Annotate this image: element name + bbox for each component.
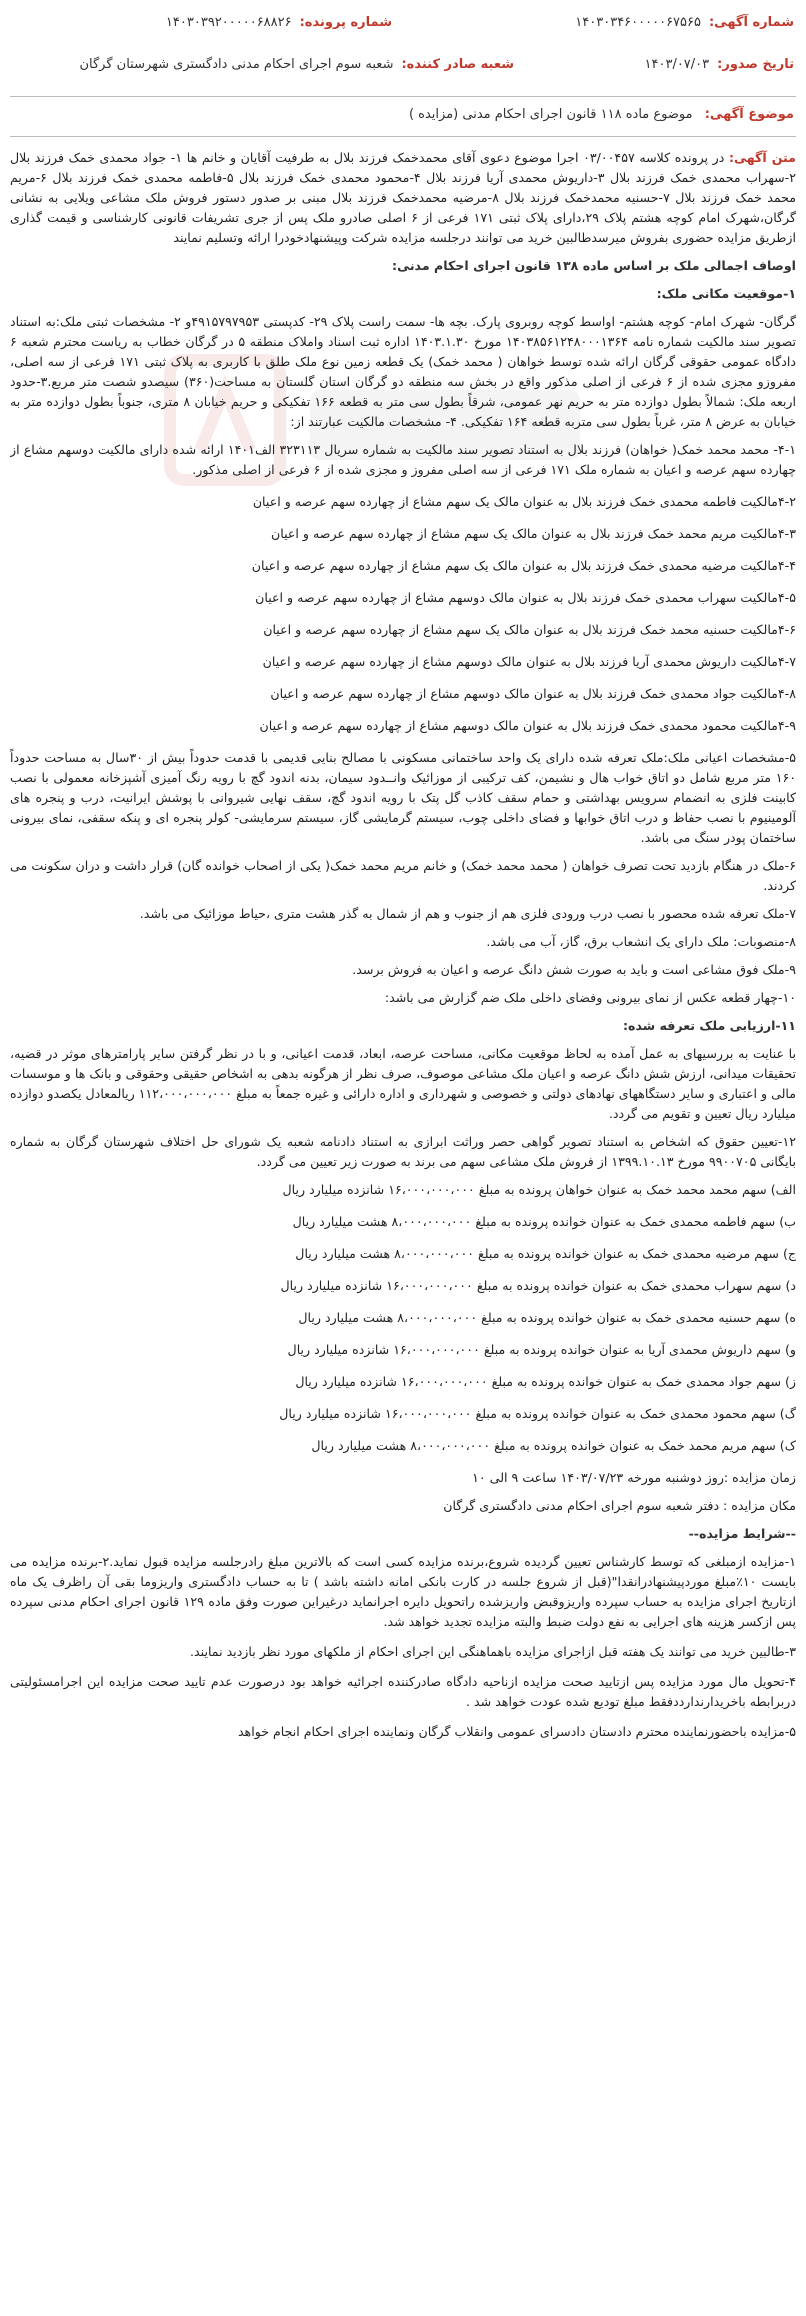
owner-item: ۴-۵مالکیت سهراب محمدی خمک فرزند بلال به عنوان مالک دوسهم مشاع از چهارده سهم عرصه و اعیان [255,590,796,605]
conditions-list [10,1552,796,1742]
owner-item: ۴-۴مالکیت مرضیه محمدی خمک فرزند بلال به عنوان مالک یک سهم مشاع از چهارده سهم عرصه و اعیان [251,558,796,573]
issue-date-row [645,54,794,76]
issuer-row [79,54,514,76]
owner-item: ۴-۱- محمد محمد خمک( خواهان) فرزند بلال به استناد تصویر سند مالکیت به شماره سریال ۳۲۳۱۱۳ الف۱۴۰۱ ارائه شده دارای مالکیت دوسهم مشاع از چهارده سهم عرصه و اعیان به شماره ملک ۱۷۱ فرعی از سه اصلی مفروز و مجزی شده از ۶ فرعی از اصلی مذکور. [10,442,796,477]
owner-item: ۴-۹مالکیت محمود محمدی خمک فرزند بلال به عنوان مالک دوسهم مشاع از چهارده سهم عرصه و اعیان [259,718,796,733]
photos-note: ۱۰-چهار قطعه عکس از نمای بیرونی وفضای داخلی ملک ضم گزارش می باشد: [384,990,796,1005]
owner-item: ۴-۳مالکیت مریم محمد خمک فرزند بلال به عنوان مالک یک سهم مشاع از چهارده سهم عرصه و اعیان [271,526,796,541]
notice-topic [12,104,794,126]
condition-item: ۳-طالبین خرید می توانند یک هفته قبل ازاجرای مزایده باهماهنگی این اجرای احکام از ملکهای مورد نظر بازدید نمایند. [190,1644,796,1659]
valuation-text: با عنایت به بررسیهای به عمل آمده به لحاظ موقعیت مکانی، مساحت عرصه، ابعاد، قدمت اعیانی، و با در نظر گرفتن سایر پارامترهای موثر در قضیه، تحقیقات میدانی، ارزش شش دانگ عرصه و اعیان ملک مشاعی موصوف، صرف نظر از هرگونه بدهی به اشخاص حقیقی وحقوقی و بانک ها و موسسات مالی و اعتباری و سایر دستگاههای نهادهای دولتی و خصوصی و شهرداری و اداره دارائی و غیره جمعاً به مبلغ ۱۱۲،۰۰۰،۰۰۰،۰۰۰ ریالمعادل یکصدو دوازده میلیارد ریال تعیین و تقویم می گردد. [10,1046,796,1121]
owner-item: ۴-۸مالکیت جواد محمدی خمک فرزند بلال به عنوان مالک دوسهم مشاع از چهارده سهم عرصه و اعیان [270,686,796,701]
case-number-label: شماره پرونده: [299,15,392,30]
share-item: د) سهم سهراب محمدی خمک به عنوان خوانده پرونده به مبلغ ۱۶،۰۰۰،۰۰۰،۰۰۰ شانزده میلیارد ریال [280,1278,796,1293]
auction-place: مکان مزایده : دفتر شعبه سوم اجرای احکام مدنی دادگستری گرگان [443,1498,796,1513]
occupancy-note: ۶-ملک در هنگام بازدید تحت تصرف خواهان ( محمد محمد خمک) و خانم مریم محمد خمک( یکی از اصحاب خوانده گان) قرار داشت و دران سکونت می کردند. [10,858,796,893]
owner-item: ۴-۲مالکیت فاطمه محمدی خمک فرزند بلال به عنوان مالک یک سهم مشاع از چهارده سهم عرصه و اعیان [252,494,796,509]
location-heading: ۱-موقعیت مکانی ملک: [656,286,796,301]
ad-number-value: ۱۴۰۳۰۳۴۶۰۰۰۰۰۶۷۵۶۵ [575,15,701,30]
intro-text: در پرونده کلاسه ۰۳/۰۰۴۵۷ اجرا موضوع دعوی آقای محمدخمک فرزند بلال به طرفیت آقایان و خانم ها ۱- جواد محمدی خمک فرزند بلال ۲-سهراب محمدی خمک فرزند بلال ۳-داریوش محمدی آریا فرزند بلال ۴-محمود محمدی خمک فرزند بلال ۵-فاطمه محمدی خمک فرزند بلال ۶-مریم محمد خمک فرزند بلال ۷-حسنیه محمدخمک فرزند بلال ۸-مرضیه محمدخمک فرزند بلال مبنی بر صدور دستور فروش ملک مشاعی ویلایی به نشانی گرگان،شهرک امام کوچه هشتم پلاک ۲۹،دارای پلاک ثبتی ۱۷۱ فرعی از ۶ اصلی صادرو ملک پس از جری تشریفات قانونی کارشناسی و قیمت گذاری ازطریق مزایده حضوری بفروش میرسدطالبین خرید می توانند درجلسه مزایده شرکت وپیشنهادخودرا ارائه وتسلیم نمایند [10,150,796,245]
issuer-value: شعبه سوم اجرای احکام مدنی دادگستری شهرستان گرگان [79,57,394,72]
building-specs: ۵-مشخصات اعیانی ملک:ملک تعرفه شده دارای یک واحد ساختمانی مسکونی با مصالح بنایی قدیمی با قدمت حدوداً بیش از ۳۰سال به مساحت حدوداً ۱۶۰ متر مربع شامل دو اتاق خواب هال و نشیمن، کف ترکیبی از موزائیک وانــدود سیمان، بدنه اندود گچ با رویه رنگ آمیزی آشپزخانه معمولی با نصب کابینت فلزی به انضمام سرویس بهداشتی و حمام سقف کاذب گل پتک با رویه اندود گچ، سقف نهایی شیروانی با پوشش ایرانیت، درب و پنجره های آلومینیوم با نصب حفاظ و درب اتاق خوابها و فضای داخلی چوب، سیستم گرمایشی گاز، سیستم سرمایشی- کولر پنجره ای و پنکه سقفی، نمای بیرونی ساختمان پودر سنگ می باشد. [10,750,796,845]
notice-body [10,148,796,2312]
owner-item: ۴-۶مالکیت حسنیه محمد خمک فرزند بلال به عنوان مالک یک سهم مشاع از چهارده سهم عرصه و اعیان [263,622,796,637]
share-item: و) سهم داریوش محمدی آریا به عنوان خوانده پرونده به مبلغ ۱۶،۰۰۰،۰۰۰،۰۰۰ شانزده میلیارد ریال [287,1342,796,1357]
topic-divider [10,136,796,137]
header-divider [10,96,796,97]
share-item: ک) سهم مریم محمد خمک به عنوان خوانده پرونده به مبلغ ۸،۰۰۰،۰۰۰،۰۰۰ هشت میلیارد ریال [311,1438,796,1453]
ad-number-label: شماره آگهی: [708,15,794,30]
utilities-note: ۸-منصوبات: ملک دارای یک انشعاب برق، گاز، آب می باشد. [486,934,796,949]
intro-paragraph [10,148,796,248]
share-item: ز) سهم جواد محمدی خمک به عنوان خوانده پرونده به مبلغ ۱۶،۰۰۰،۰۰۰،۰۰۰ شانزده میلیارد ریال [295,1374,796,1389]
owners-list [10,440,796,736]
owner-item: ۴-۷مالکیت داریوش محمدی آریا فرزند بلال به عنوان مالک دوسهم مشاع از چهارده سهم عرصه و اعیان [262,654,796,669]
issue-date-label: تاریخ صدور: [717,57,794,72]
case-number-row [166,12,392,34]
shared-ownership-note: ۹-ملک فوق مشاعی است و باید به صورت شش دانگ عرصه و اعیان به فروش برسد. [352,962,796,977]
share-item: ج) سهم مرضیه محمدی خمک به عنوان خوانده پرونده به مبلغ ۸،۰۰۰،۰۰۰،۰۰۰ هشت میلیارد ریال [295,1246,796,1261]
conditions-heading: --شرایط مزایده-- [688,1526,796,1541]
condition-item: ۵-مزایده باحضورنماینده محترم دادستان دادسرای عمومی وانقلاب گرگان ونماینده اجرای احکام انجام خواهد [237,1724,796,1739]
auction-time: زمان مزایده :روز دوشنبه مورخه ۱۴۰۳/۰۷/۲۳ ساعت ۹ الی ۱۰ [472,1470,796,1485]
shares-list [10,1180,796,1456]
ad-number-row [575,12,794,34]
condition-item: ۱-مزایده ازمبلغی که توسط کارشناس تعیین گردیده شروع،برنده مزایده کسی است که بالاترین مبلغ رادرجلسه مزایده قبول نماید.۲-برنده مزایده می بایست ۱۰٪مبلغ موردپیشنهادرانقدا"(قبل از شروع جلسه در کارت بانکی امانه داشته باشد ) تا به حساب دادگستری واریزوما بقی آن راظرف یک ماه ازتاریخ اجرای مزایده به حساب سپرده واریزوقبض واریزشده راتحویل دایره اجرانماید درغیراین صورت وفق ماده ۱۲۹ قانون اجرای احکام مدنی سپرده پس ازکسر هزینه های اجرایی به نفع دولت ضبط والبته مزایده تجدید خواهد شد. [10,1554,796,1629]
general-description-heading: اوصاف اجمالی ملک بر اساس ماده ۱۳۸ قانون اجرای احکام مدنی: [392,258,796,273]
shares-intro: ۱۲-تعیین حقوق که اشخاص به استناد تصویر گواهی حصر وراثت ابرازی به استناد دادنامه شعبه یک شورای حل اختلاف شهرستان گرگان به شماره بایگانی ۹۹۰۰۷۰۵ مورخ ۱۳۹۹.۱۰.۱۳ از فروش ملک مشاعی سهم می برند به صورت زیر تعیین می گردد. [10,1134,796,1169]
notice-header [12,8,794,92]
share-item: الف) سهم محمد محمد خمک به عنوان خواهان پرونده به مبلغ ۱۶،۰۰۰،۰۰۰،۰۰۰ شانزده میلیارد ریال [282,1182,796,1197]
share-item: ب) سهم فاطمه محمدی خمک به عنوان خوانده پرونده به مبلغ ۸،۰۰۰،۰۰۰،۰۰۰ هشت میلیارد ریال [292,1214,796,1229]
enclosure-note: ۷-ملک تعرفه شده محصور با نصب درب ورودی فلزی هم از جنوب و هم از شمال به گذر هشت متری ،حیاط موزائیک می باشد. [139,906,796,921]
location-text: گرگان- شهرک امام- کوچه هشتم- اواسط کوچه روبروی پارک. بچه ها- سمت راست پلاک ۲۹- کدپستی ۴۹۱۵۷۹۷۹۵۳و ۲- مشخصات ثبتی ملک:به استناد تصویر سند مالکیت شماره نامه ۱۴۰۳۸۵۶۱۲۴۸۰۰۰۱۳۶۴ مورخ ۱۴۰۳.۱.۳۰ اداره ثبت اسناد واملاک منطقه ۵ در گرگان خطاب به ریاست محترم شعبه ۶ دادگاه عمومی حقوقی گرگان ارائه شده توسط خواهان ( محمد خمک) یک قطعه زمین نوع ملک طلق با کاربری به پلاک ثبتی ۱۷۱ فرعی از سه اصلی، مفروزو مجزی شده از ۶ فرعی از اصلی مذکور واقع در بخش سه منطقه دو گرگان استان گلستان به مساحت(۳۶۰) سیصدو شصت متر مربع.۳-حدود اربعه ملک: شمالاً بطول دوازده متر به حریم نهر عمومی، شرقاً بطول سی متر به قطعه ۱۶۶ تفکیکی و حریم خیابان ۸ متری، جنوباً بطول دوازده متر به خیابان به عرض ۸ متر، غرباً بطول سی متربه قطعه ۱۶۴ تفکیکی. ۴- مشخصات مالکیت عبارتند از: [10,314,796,429]
case-number-value: ۱۴۰۳۰۳۹۲۰۰۰۰۰۶۸۸۲۶ [165,15,292,30]
topic-value: موضوع ماده ۱۱۸ قانون اجرای احکام مدنی (مزایده ) [408,107,693,122]
body-label: متن آگهی: [728,150,796,165]
topic-label: موضوع آگهی: [704,107,794,122]
share-item: ه) سهم حسنیه محمدی خمک به عنوان خوانده پرونده به مبلغ ۸،۰۰۰،۰۰۰،۰۰۰ هشت میلیارد ریال [298,1310,796,1325]
issue-date-value: ۱۴۰۳/۰۷/۰۳ [644,57,710,72]
valuation-heading: ۱۱-ارزیابی ملک تعرفه شده: [622,1018,796,1033]
issuer-label: شعبه صادر کننده: [401,57,514,72]
condition-item: ۴-تحویل مال مورد مزایده پس ازتایید صحت مزایده ازناحیه دادگاه صادرکننده اجرائیه خواهد بود درصورت عدم تایید صحت مزایده این اجرامسئولیتی دربرابطه باخریدارندارددفقط مبلغ تودیع شده عودت خواهد شد . [10,1674,796,1709]
share-item: گ) سهم محمود محمدی خمک به عنوان خوانده پرونده به مبلغ ۱۶،۰۰۰،۰۰۰،۰۰۰ شانزده میلیارد ریال [279,1406,796,1421]
